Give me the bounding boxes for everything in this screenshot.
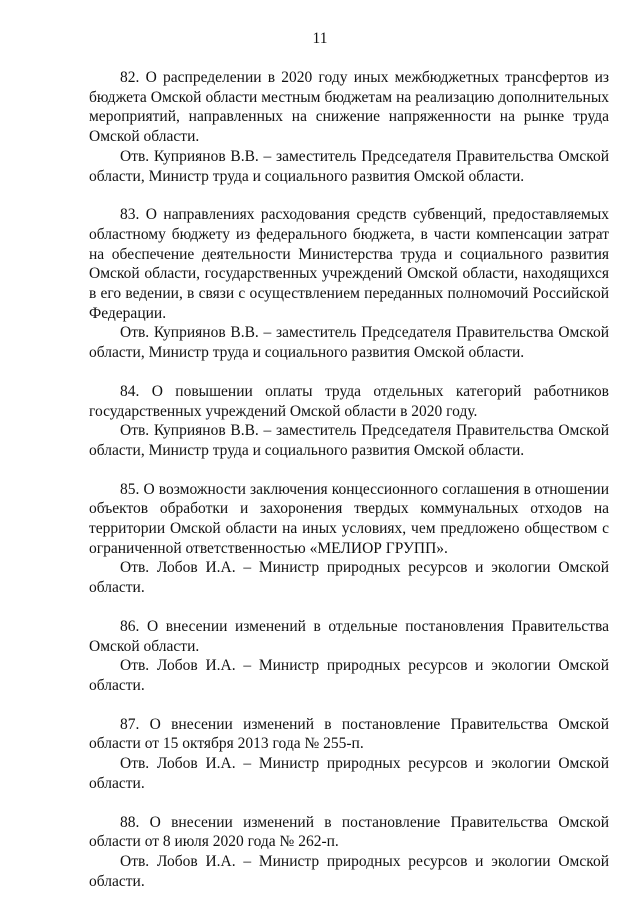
- agenda-item-responsible: Отв. Лобов И.А. – Министр природных ресурсов и экологии Омской области.: [89, 657, 609, 694]
- agenda-item-title: 87. О внесении изменений в постановление Правительства Омской области от 15 октября 2013 года № 255-п.: [89, 715, 609, 753]
- agenda-list: [89, 68, 609, 910]
- agenda-item-83: [89, 205, 609, 363]
- agenda-item-87: [89, 715, 609, 794]
- agenda-item-responsible: Отв. Лобов И.А. – Министр природных ресурсов и экологии Омской области.: [89, 755, 609, 792]
- agenda-item-88: [89, 813, 609, 892]
- agenda-item-responsible: Отв. Куприянов В.В. – заместитель Председателя Правительства Омской области, Министр труда и социального развития Омской области.: [89, 422, 609, 459]
- agenda-item-responsible: Отв. Куприянов В.В. – заместитель Председателя Правительства Омской области, Министр труда и социального развития Омской области.: [89, 147, 609, 185]
- agenda-item-responsible: Отв. Куприянов В.В. – заместитель Председателя Правительства Омской области, Министр труда и социального развития Омской области.: [89, 324, 609, 362]
- agenda-item-title: 83. О направлениях расходования средств субвенций, предоставляемых областному бюджету из федерального бюджета, в части компенсации затрат на обеспечение деятельности Министерства труда и социального развития Омской области, государственных учреждений Омской области, находящихся в его ведении, в связи с осуществлением переданных полномочий Российской Федерации.: [89, 206, 609, 322]
- agenda-item-82: [89, 68, 609, 186]
- agenda-item-84: [89, 382, 609, 461]
- agenda-item-title: 82. О распределении в 2020 году иных межбюджетных трансфертов из бюджета Омской области местным бюджетам на реализацию дополнительных мероприятий, направленных на снижение напряженности на рынке труда Омской области.: [89, 69, 609, 146]
- agenda-item-responsible: Отв. Лобов И.А. – Министр природных ресурсов и экологии Омской области.: [89, 852, 609, 890]
- agenda-item-title: 86. О внесении изменений в отдельные постановления Правительства Омской области.: [89, 617, 609, 655]
- agenda-item-85: [89, 480, 609, 598]
- agenda-item-title: 85. О возможности заключения концессионного соглашения в отношении объектов обработки и захоронения твердых коммунальных отходов на территории Омской области на иных условиях, чем предложено обществом с ограниченной ответственностью «МЕЛИОР ГРУПП».: [89, 480, 609, 557]
- agenda-item-title: 84. О повышении оплаты труда отдельных категорий работников государственных учреждений Омской области в 2020 году.: [89, 382, 609, 420]
- page-number: 11: [312, 30, 328, 47]
- agenda-item-responsible: Отв. Лобов И.А. – Министр природных ресурсов и экологии Омской области.: [89, 559, 609, 597]
- agenda-item-title: 88. О внесении изменений в постановление Правительства Омской области от 8 июля 2020 года № 262-п.: [89, 813, 609, 851]
- agenda-item-86: [89, 617, 609, 696]
